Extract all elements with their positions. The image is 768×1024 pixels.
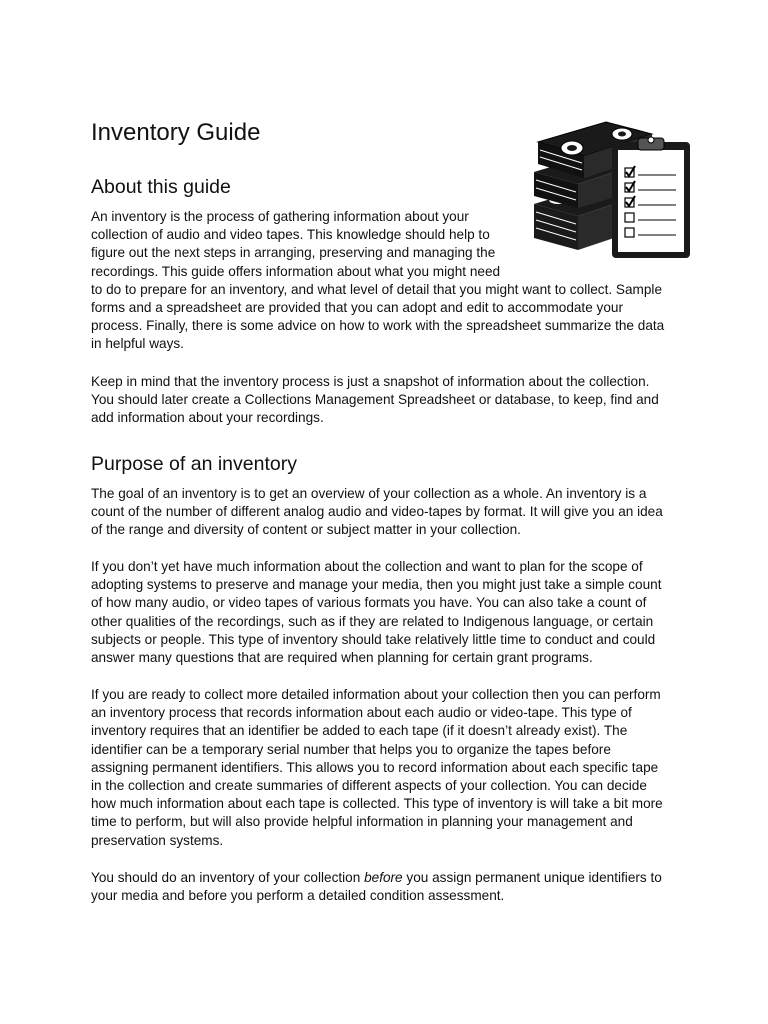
text-line: to do to prepare for an inventory, and what level of detail that you might want to collect. Sample [91,281,663,297]
text-line: identifier can be a temporary serial number that helps you to organize the tapes before [91,741,611,757]
text-line: adopting systems to preserve and manage your media, then you might just take a simple count [91,577,662,593]
text-line: answer many questions that are required when planning for certain grant programs. [91,650,593,666]
text-line: in helpful ways. [91,336,184,352]
text-line [91,869,662,887]
text-line: process. Finally, there is some advice on how to work with the spreadsheet summarize the data [91,318,665,334]
emphasis-before: before [364,870,403,885]
text-line: Keep in mind that the inventory process is just a snapshot of information about the collection. [91,374,650,389]
text-line: collection of audio and video tapes. This knowledge should help to [91,227,490,243]
text-line: You should later create a Collections Management Spreadsheet or database, to keep, find and [91,392,659,408]
paragraph [91,558,662,667]
text-line: add information about your recordings. [91,410,324,426]
text-line: time to perform, but will also provide helpful information in planning your management and [91,814,633,830]
text-line: recordings. This guide offers information about what you might need [91,263,501,279]
text-line: The goal of an inventory is to get an overview of your collection as a whole. An inventory is a [91,486,647,501]
text-line: your media and before you perform a detailed condition assessment. [91,888,505,904]
text-line: subjects or people. This type of inventory should take relatively little time to conduct and could [91,631,656,647]
section-heading-about: About this guide [91,176,231,198]
text-line: how much information about each tape is collected. This type of inventory is will take a bit more [91,796,663,812]
text-line: preservation systems. [91,832,224,848]
text-run: You should do an inventory of your collection [91,870,365,885]
text-line: in the collection and create summaries of different aspects of your collection. You can decide [91,778,647,794]
text-run: you assign permanent unique identifiers to [402,870,662,885]
paragraph-closing [91,869,662,905]
text-line: If you don’t yet have much information about the collection and want to plan for the scope of [91,559,643,574]
text-line: forms and a spreadsheet are provided that you can adopt and edit to accommodate your [91,300,623,316]
paragraph [91,485,663,540]
text-line: If you are ready to collect more detailed information about your collection then you can perform [91,687,661,702]
text-line: an inventory process that records information about each audio or video-tape. This type of [91,705,632,721]
text-line: assigning permanent identifiers. This allows you to record information about each specific tape [91,759,659,775]
text-line: of how many audio, or video tapes of various formats you have. You can also take a count of [91,595,647,611]
text-line: count of the number of different analog audio and video-tapes by format. It will give you an idea [91,504,663,520]
paragraph [91,373,659,428]
text-line: figure out the next steps in arranging, preserving and managing the [91,245,496,261]
page-title: Inventory Guide [91,119,261,146]
text-line: An inventory is the process of gathering information about your [91,209,469,224]
section-heading-purpose: Purpose of an inventory [91,453,297,475]
paragraph [91,686,663,850]
text-line: inventory requires that an identifier be added to each tape (if it doesn’t already exist). The [91,723,628,739]
paragraph [91,208,664,354]
text-line: other qualities of the recordings, such as if they are related to Indigenous language, or certain [91,613,654,629]
text-line: of the range and diversity of content or subject matter in your collection. [91,522,521,538]
